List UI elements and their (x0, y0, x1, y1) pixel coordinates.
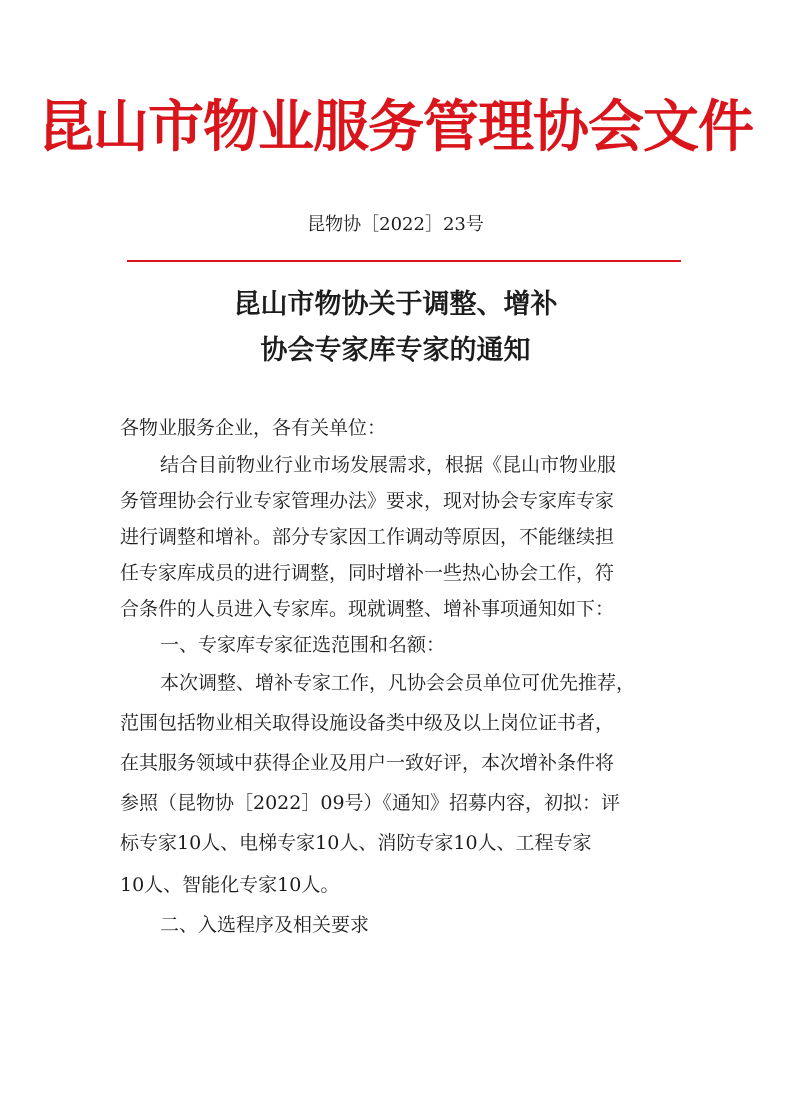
paragraph-2-line-3: 在其服务领域中获得企业及用户一致好评，本次增补条件将 (120, 752, 615, 774)
red-divider-line (127, 260, 681, 262)
salutation: 各物业服务企业，各有关单位： (120, 417, 387, 439)
paragraph-2-line-1: 本次调整、增补专家工作，凡协会会员单位可优先推荐， (160, 672, 636, 694)
paragraph-1-line-4: 任专家库成员的进行调整，同时增补一些热心协会工作，符 (120, 562, 615, 584)
paragraph-1-line-1: 结合目前物业行业市场发展需求，根据《昆山市物业服 (160, 454, 617, 476)
paragraph-2-line-5: 标专家10人、电梯专家10人、消防专家10人、工程专家 (120, 832, 592, 854)
section-2-heading: 二、入选程序及相关要求 (160, 914, 370, 936)
paragraph-2-line-6: 10人、智能化专家10人。 (120, 874, 340, 896)
notice-title (0, 282, 791, 374)
paragraph-1-line-3: 进行调整和增补。部分专家因工作调动等原因，不能继续担 (120, 526, 615, 548)
paragraph-1-line-5: 合条件的人员进入专家库。现就调整、增补事项通知如下： (120, 598, 615, 620)
section-1-heading: 一、专家库专家征选范围和名额： (160, 634, 446, 656)
paragraph-2-line-2: 范围包括物业相关取得设施设备类中级及以上岗位证书者， (120, 712, 615, 734)
notice-body (120, 410, 640, 943)
document-number: 昆物协［2022］23号 (307, 214, 484, 235)
notice-title-line-1: 昆山市物协关于调整、增补 (233, 289, 558, 320)
notice-title-line-2: 协会专家库专家的通知 (260, 335, 531, 366)
paragraph-2-line-4: 参照（昆物协［2022］09号）《通知》招募内容，初拟：评 (120, 792, 621, 814)
org-header-title: 昆山市物业服务管理协会文件 (38, 95, 753, 160)
paragraph-1-line-2: 务管理协会行业专家管理办法》要求，现对协会专家库专家 (120, 490, 615, 512)
